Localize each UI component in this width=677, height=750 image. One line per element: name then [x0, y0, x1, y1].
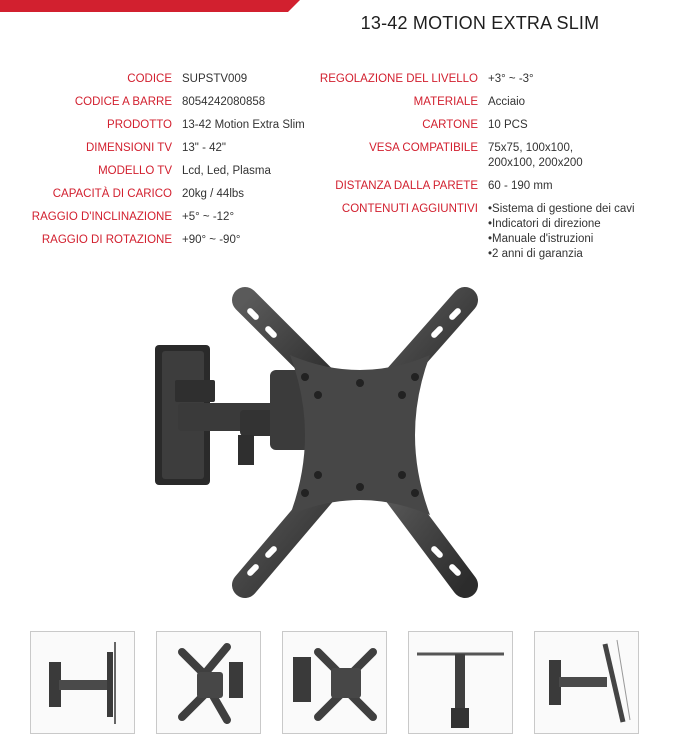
corner-accent: [0, 0, 300, 12]
thumbnail-front-view-folded[interactable]: [282, 631, 387, 734]
spec-row-rotation: [0, 233, 305, 248]
spec-label: CARTONE: [422, 119, 478, 131]
spec-label: DISTANZA DALLA PARETE: [335, 180, 478, 192]
spec-row-tv-model: [0, 164, 305, 179]
spec-value: 20kg / 44lbs: [182, 188, 245, 200]
spec-label: REGOLAZIONE DEL LIVELLO: [319, 73, 478, 85]
list-item: • Sistema di gestione dei cavi: [488, 202, 635, 217]
spec-row-load-capacity: [0, 187, 305, 202]
spec-row-carton: [300, 118, 635, 133]
spec-label: MATERIALE: [413, 96, 478, 108]
list-item: • 2 anni di garanzia: [488, 247, 635, 262]
spec-label: PRODOTTO: [107, 119, 172, 131]
spec-row-tilt: [0, 210, 305, 225]
spec-label: CODICE: [127, 73, 172, 85]
spec-row-vesa: [300, 141, 635, 171]
tv-wall-mount-product-image: [150, 285, 495, 605]
extra-contents-list: [488, 202, 635, 262]
vesa-line: 200x100, 200x200: [488, 157, 583, 169]
vesa-line: 75x75, 100x100,: [488, 142, 574, 154]
spec-label: RAGGIO D'INCLINAZIONE: [31, 211, 172, 223]
spec-value: 13-42 Motion Extra Slim: [182, 119, 305, 131]
list-item: • Manuale d'istruzioni: [488, 232, 635, 247]
spec-value: 13" - 42": [182, 142, 226, 154]
spec-row-product: [0, 118, 305, 133]
spec-value: +5° ~ -12°: [182, 211, 235, 223]
spec-row-level: [300, 72, 635, 87]
thumbnail-side-view-extended[interactable]: [30, 631, 135, 734]
spec-row-material: [300, 95, 635, 110]
spec-label: MODELLO TV: [98, 165, 172, 177]
spec-value: 8054242080858: [182, 96, 266, 108]
spec-row-wall-distance: [300, 179, 635, 194]
spec-row-tv-size: [0, 141, 305, 156]
spec-value: [488, 202, 635, 262]
spec-value: SUPSTV009: [182, 73, 248, 85]
thumbnail-strip: [30, 631, 639, 734]
spec-row-extra-contents: [300, 202, 635, 262]
spec-value: +90° ~ -90°: [182, 234, 241, 246]
spec-table-right: [300, 72, 635, 270]
spec-label: CODICE A BARRE: [74, 96, 172, 108]
spec-value: 60 - 190 mm: [488, 180, 553, 192]
spec-value: Lcd, Led, Plasma: [182, 165, 271, 177]
spec-label: VESA COMPATIBILE: [369, 142, 478, 154]
thumbnail-front-view-rotated[interactable]: [156, 631, 261, 734]
spec-value: Acciaio: [488, 96, 526, 108]
spec-label: CONTENUTI AGGIUNTIVI: [341, 203, 478, 215]
spec-value: [488, 141, 583, 171]
spec-row-code: [0, 72, 305, 87]
spec-label: DIMENSIONI TV: [85, 142, 172, 154]
thumbnail-side-view-tilt[interactable]: [534, 631, 639, 734]
spec-row-barcode: [0, 95, 305, 110]
spec-label: RAGGIO DI ROTAZIONE: [41, 234, 172, 246]
thumbnail-top-view-arm-swing[interactable]: [408, 631, 513, 734]
page-title: 13-42 MOTION EXTRA SLIM: [360, 13, 600, 33]
list-item: • Indicatori di direzione: [488, 217, 635, 232]
spec-label: CAPACITÀ DI CARICO: [52, 188, 172, 200]
spec-value: +3° ~ -3°: [488, 73, 534, 85]
spec-value: 10 PCS: [488, 119, 528, 131]
spec-table-left: [0, 72, 305, 256]
